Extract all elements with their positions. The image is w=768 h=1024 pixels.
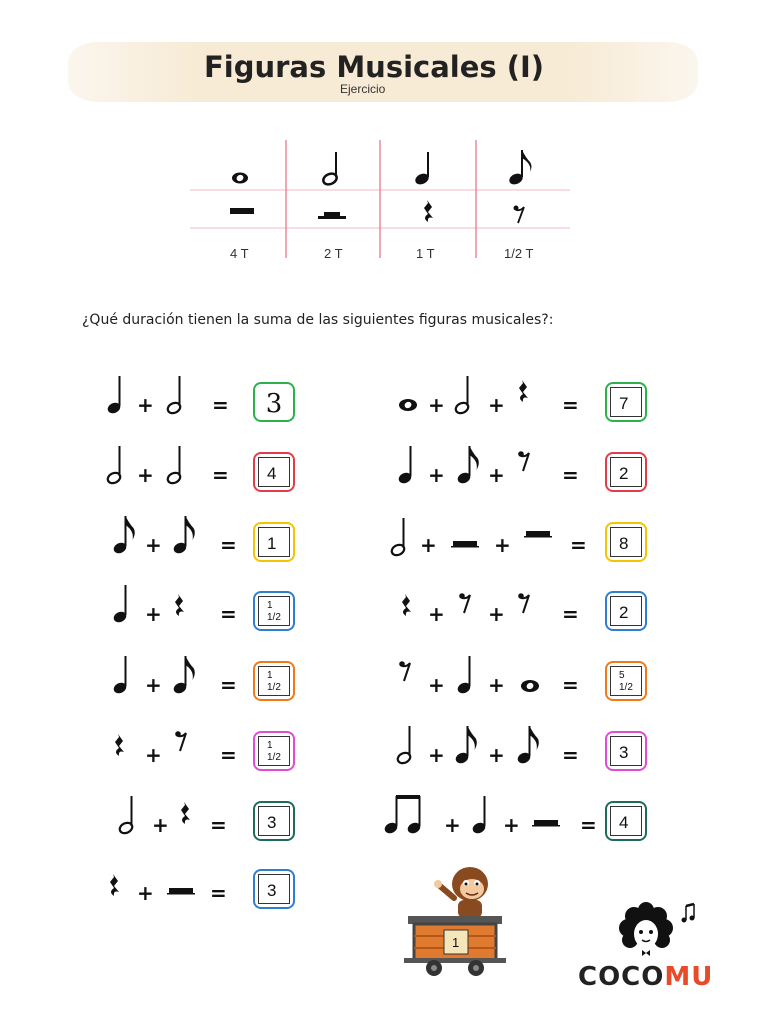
svg-text:=: =: [220, 673, 237, 697]
answer-box[interactable]: 4: [605, 801, 647, 841]
answer-box[interactable]: 2: [605, 452, 647, 492]
answer-line-2: 1/2: [619, 682, 633, 693]
svg-text:+: +: [428, 393, 445, 417]
answer-box[interactable]: 3: [253, 869, 295, 909]
page-subtitle: Ejercicio: [340, 82, 386, 96]
answer-box[interactable]: [605, 661, 647, 701]
svg-text:+: +: [420, 533, 437, 557]
svg-text:+: +: [488, 463, 505, 487]
monkey-icon: [434, 867, 488, 918]
answer-box[interactable]: 1: [253, 522, 295, 562]
svg-text:+: +: [145, 533, 162, 557]
svg-text:=: =: [562, 673, 579, 697]
svg-text:=: =: [220, 533, 237, 557]
svg-text:=: =: [562, 602, 579, 626]
cocomu-logo-icon: [576, 900, 706, 970]
answer-box[interactable]: 2: [605, 591, 647, 631]
svg-text:+: +: [488, 393, 505, 417]
answer-line-1: 1: [267, 600, 273, 611]
answer-line-1: 1: [267, 740, 273, 751]
svg-text:+: +: [428, 743, 445, 767]
svg-text:+: +: [428, 673, 445, 697]
svg-text:=: =: [212, 463, 229, 487]
duration-label-quarter: 1 T: [416, 246, 435, 260]
question-text: ¿Qué duración tienen la suma de las siguientes figuras musicales?:: [82, 312, 554, 328]
duration-label-whole: 4 T: [230, 246, 249, 260]
answer-box[interactable]: [253, 661, 295, 701]
answer-box[interactable]: 3: [605, 731, 647, 771]
svg-text:+: +: [145, 602, 162, 626]
svg-text:=: =: [570, 533, 587, 557]
svg-text:=: =: [210, 813, 227, 837]
svg-text:+: +: [137, 881, 154, 905]
answer-box[interactable]: 8: [605, 522, 647, 562]
monkey-cart-illustration: [400, 856, 510, 984]
music-note-icon: [682, 904, 695, 923]
svg-text:=: =: [580, 813, 597, 837]
svg-text:=: =: [562, 743, 579, 767]
svg-text:+: +: [152, 813, 169, 837]
answer-line-2: 1/2: [267, 612, 281, 623]
answer-line-1: 5: [619, 670, 625, 681]
svg-text:+: +: [145, 673, 162, 697]
svg-text:+: +: [137, 463, 154, 487]
answer-box[interactable]: 3: [253, 801, 295, 841]
answer-line-2: 1/2: [267, 682, 281, 693]
svg-text:=: =: [212, 393, 229, 417]
svg-text:+: +: [503, 813, 520, 837]
svg-text:+: +: [494, 533, 511, 557]
svg-text:=: =: [562, 463, 579, 487]
cart-number: 1: [452, 935, 460, 950]
svg-text:+: +: [488, 743, 505, 767]
answer-box[interactable]: [253, 731, 295, 771]
answer-box[interactable]: 4: [253, 452, 295, 492]
svg-text:+: +: [444, 813, 461, 837]
svg-text:=: =: [562, 393, 579, 417]
svg-text:+: +: [428, 602, 445, 626]
answer-box[interactable]: 3: [253, 382, 295, 422]
svg-text:+: +: [145, 743, 162, 767]
brand-logo-text: COCOMU: [578, 962, 714, 992]
answer-line-2: 1/2: [267, 752, 281, 763]
svg-text:+: +: [137, 393, 154, 417]
svg-text:=: =: [220, 743, 237, 767]
svg-text:+: +: [428, 463, 445, 487]
answer-line-1: 1: [267, 670, 273, 681]
svg-text:=: =: [210, 881, 227, 905]
answer-box[interactable]: 7: [605, 382, 647, 422]
svg-text:=: =: [220, 602, 237, 626]
svg-text:+: +: [488, 602, 505, 626]
duration-label-eighth: 1/2 T: [504, 246, 534, 260]
page-title: Figuras Musicales (I): [203, 50, 545, 84]
svg-text:+: +: [488, 673, 505, 697]
duration-label-half: 2 T: [324, 246, 343, 260]
answer-box[interactable]: [253, 591, 295, 631]
